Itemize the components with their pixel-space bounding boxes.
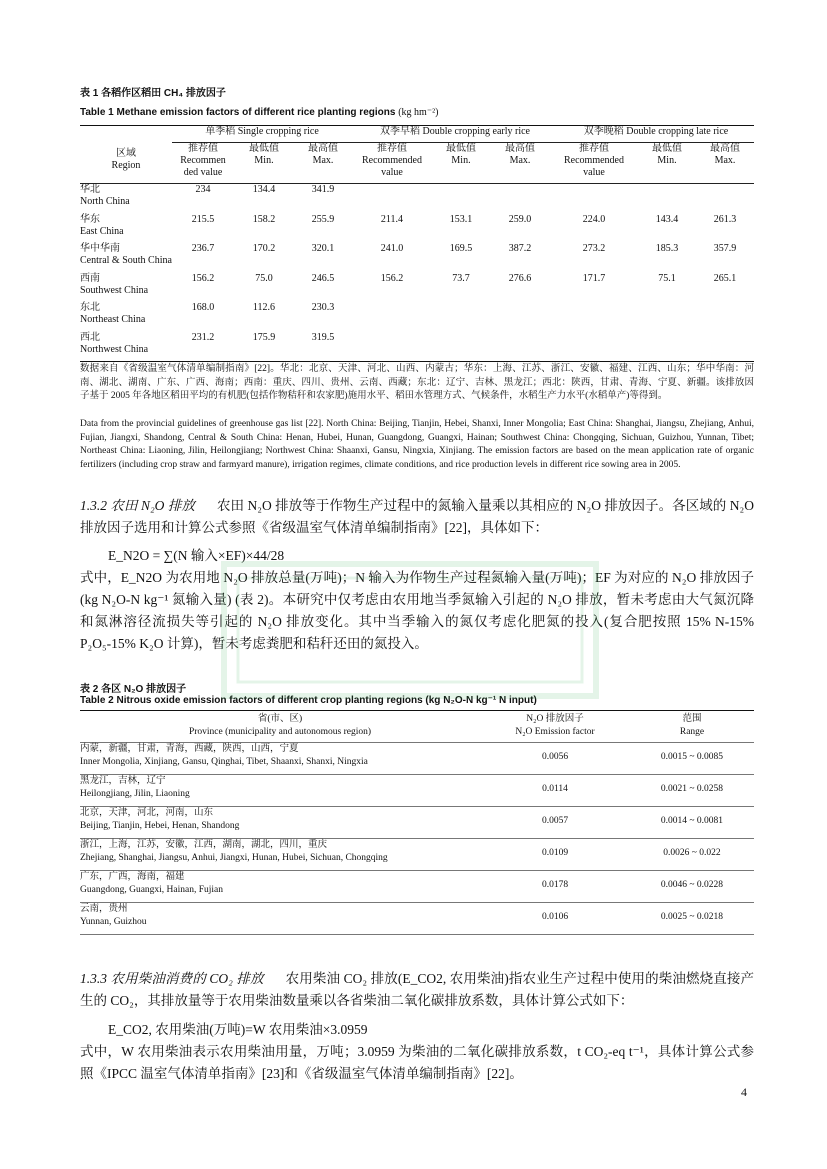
table2-row	[80, 742, 754, 774]
value-cell	[696, 302, 754, 332]
subheader-max-2	[490, 142, 550, 184]
subheader-text: Recommen	[180, 154, 226, 166]
value-cell: 134.4	[252, 184, 276, 195]
subheader-max-1	[294, 142, 352, 184]
value-cell	[352, 184, 432, 214]
table2-row	[80, 838, 754, 870]
value-cell	[490, 184, 550, 214]
province-cn: 北京，天津，河北，河南，山东	[80, 807, 214, 818]
region-cell	[80, 243, 172, 273]
value-cell: 387.2	[508, 243, 532, 254]
section-133-paragraph	[80, 968, 754, 1012]
page-number: 4	[741, 1085, 747, 1099]
value-cell: 156.2	[380, 272, 404, 284]
region-header-cn: 区域	[116, 148, 136, 159]
table1-bottom-rule	[80, 361, 754, 362]
region-cn: 华中华南	[80, 243, 120, 254]
table1-row	[80, 243, 754, 273]
value-cell: 234	[195, 184, 211, 195]
province-en: Yunnan, Guizhou	[80, 917, 147, 927]
table1-row	[80, 214, 754, 244]
value-cell: 153.1	[449, 213, 473, 225]
subheader-text: Max.	[714, 154, 736, 166]
value-cell: 357.9	[713, 243, 737, 254]
province-en: Zhejiang, Shanghai, Jiangsu, Anhui, Jiangxi, Hunan, Hubei, Sichuan, Chongqing	[80, 853, 388, 863]
subheader-text: Min.	[657, 154, 677, 166]
province-cn: 云南，贵州	[80, 903, 128, 914]
region-en: Northwest China	[80, 343, 149, 355]
range-cell: 0.0025 ~ 0.0218	[630, 902, 754, 934]
range-cell: 0.0015 ~ 0.0085	[630, 742, 754, 774]
region-cell	[80, 332, 172, 362]
section-132-paragraph	[80, 495, 754, 539]
table2-row	[80, 774, 754, 806]
subheader-min-3	[638, 142, 696, 184]
table1-caption-en-text: Table 1 Methane emission factors of different rice planting regions	[80, 107, 396, 118]
section-132-heading: 1.3.2 农田 N₂O 排放	[80, 498, 195, 513]
table1-caption-en	[80, 107, 438, 118]
region-en: Northeast China	[80, 314, 146, 325]
value-cell: 175.9	[252, 331, 276, 343]
province-en: Beijing, Tianjin, Hebei, Henan, Shandong	[80, 821, 240, 831]
group-header-early: 双季早稻 Double cropping early rice	[352, 126, 550, 142]
province-cell	[80, 870, 480, 902]
value-cell: 112.6	[252, 302, 276, 313]
value-cell	[352, 302, 432, 332]
subheader-text: 推荐值	[377, 142, 407, 154]
value-cell: 75.1	[658, 272, 676, 284]
section-133-text1: 农用柴油 CO₂ 排放(E_CO2, 农用柴油)指农业生产过程中使用的柴油燃烧直接产生的 CO₂，其排放量等于农用柴油数量乘以各省柴油二氧化碳排放系数，具体计算公式如下：	[80, 971, 755, 1008]
subheader-text: value	[583, 166, 605, 178]
subheader-min-2	[432, 142, 490, 184]
subheader-rec-1	[172, 142, 234, 184]
region-cell	[80, 184, 172, 214]
region-cell	[80, 214, 172, 244]
subheader-text: Min.	[451, 154, 471, 166]
province-cell	[80, 902, 480, 934]
value-cell	[638, 332, 696, 362]
value-cell: 143.4	[655, 213, 679, 225]
group-header-single: 单季稻 Single cropping rice	[172, 126, 352, 142]
subheader-text: 最高值	[308, 142, 338, 154]
header-text: 省(市、区)	[257, 713, 303, 724]
value-cell	[550, 184, 638, 214]
value-cell	[490, 332, 550, 362]
province-en: Guangdong, Guangxi, Hainan, Fujian	[80, 885, 224, 895]
table1-row	[80, 302, 754, 332]
table1-caption-unit: (kg hm⁻²)	[398, 107, 439, 118]
subheader-min-1	[234, 142, 294, 184]
subheader-rec-2	[352, 142, 432, 184]
section-132-formula: E_N2O = ∑(N 输入×EF)×44/28	[108, 548, 285, 563]
table2-header-range	[630, 711, 754, 742]
region-header	[80, 126, 172, 184]
subheader-rec-3	[550, 142, 638, 184]
value-cell	[352, 332, 432, 362]
region-cn: 东北	[80, 302, 100, 313]
region-en: North China	[80, 196, 130, 207]
range-cell: 0.0014 ~ 0.0081	[630, 806, 754, 838]
section-133-text2: 式中，W 农用柴油表示农用柴油用量，万吨；3.0959 为柴油的二氧化碳排放系数，t CO₂-eq t⁻¹，具体计算公式参照《IPCC 温室气体清单指南》[23]和《省级温室气体清单编制指南》[22]。	[80, 1044, 754, 1081]
value-cell: 169.5	[449, 243, 473, 254]
value-cell: 255.9	[311, 213, 335, 225]
ef-cell: 0.0057	[480, 806, 630, 838]
value-cell: 265.1	[713, 272, 737, 284]
value-cell	[550, 332, 638, 362]
ef-cell: 0.0178	[480, 870, 630, 902]
province-cn: 黑龙江，吉林，辽宁	[80, 775, 166, 786]
table1-header-rule	[80, 183, 754, 184]
value-cell: 341.9	[311, 184, 335, 195]
region-en: East China	[80, 225, 124, 237]
region-cell	[80, 302, 172, 332]
region-cell	[80, 273, 172, 303]
value-cell	[638, 184, 696, 214]
subheader-text: Recommended	[362, 154, 422, 166]
subheader-text: Recommended	[564, 154, 624, 166]
value-cell: 230.3	[311, 302, 335, 313]
province-cn: 内蒙，新疆，甘肃，青海，西藏，陕西，山西，宁夏	[80, 743, 299, 754]
header-text: Range	[679, 727, 705, 738]
table2-header-province	[80, 711, 480, 742]
table1-row	[80, 184, 754, 214]
ef-cell: 0.0109	[480, 838, 630, 870]
section-132-text1: 农田 N₂O 排放等于作物生产过程中的氮输入量乘以其相应的 N₂O 排放因子。各区域的 N₂O 排放因子选用和计算公式参照《省级温室气体清单编制指南》[22]，具体如下：	[80, 498, 754, 535]
header-text: 范围	[682, 713, 702, 724]
table1	[80, 126, 754, 361]
value-cell: 75.0	[255, 272, 273, 284]
subheader-text: 最高值	[505, 142, 535, 154]
province-en: Inner Mongolia, Xinjiang, Gansu, Qinghai, Tibet, Shaanxi, Shanxi, Ningxia	[80, 757, 368, 767]
table1-note-en: Data from the provincial guidelines of greenhouse gas list [22]. North China: Beijing, Tianjin, Hebei, Shanxi, Inner Mongolia; East China: Shanghai, Jiangsu, Zhejiang, Anhui, Fujian, Jiangxi, Shandong, Central & South China: Henan, Hubei, Hunan, Guangdong, Guangxi, Hainan; Southwest China: Chongqing, Sichuan, Guizhou, Yunnan, Tibet; Northeast China: Liaoning, Jilin, Heilongjiang; Northwest China: Shaanxi, Gansu, Ningxia, Xinjiang. The emission factors are based on the mean application rate of organic fertilizers (including crop straw and farmyard manure), irrigation regimes, climate conditions, and rice production levels in different rice sowing area in 2005.	[80, 419, 754, 470]
province-cell	[80, 742, 480, 774]
value-cell	[638, 302, 696, 332]
table2-caption-en: Table 2 Nitrous oxide emission factors of different crop planting regions (kg N₂O-N kg⁻¹ N input)	[80, 695, 537, 706]
subheader-text: Min.	[254, 154, 274, 166]
table2-row	[80, 806, 754, 838]
subheader-max-3	[696, 142, 754, 184]
ef-cell: 0.0106	[480, 902, 630, 934]
region-header-en: Region	[111, 160, 141, 171]
value-cell	[432, 302, 490, 332]
subheader-text: value	[381, 166, 403, 178]
value-cell	[696, 332, 754, 362]
value-cell	[550, 302, 638, 332]
value-cell	[432, 184, 490, 214]
value-cell: 319.5	[311, 331, 335, 343]
value-cell: 171.7	[582, 272, 606, 284]
value-cell: 320.1	[311, 243, 335, 254]
table1-row	[80, 332, 754, 362]
value-cell: 246.5	[311, 272, 335, 284]
table1-note-cn: 数据来自《省级温室气体清单编制指南》[22]。华北：北京、天津、河北、山西、内蒙古；华东：上海、江苏、浙江、安徽、福建、江西、山东；华中华南：河南、湖北、湖南、广东、广西、海南；西南：重庆、四川、贵州、云南、西藏；东北：辽宁、吉林、黑龙江；西北：陕西，甘肃、青海、宁夏、新疆。该排放因子基于 2005 年各地区稻田平均的有机肥(包括作物秸秆和农家肥)施用水平、稻田水管理方式、气候条件，水稻生产力水平(水稻单产)等得到。	[80, 364, 754, 401]
value-cell: 158.2	[252, 213, 276, 225]
region-en: Southwest China	[80, 284, 149, 296]
province-cn: 广东，广西，海南，福建	[80, 871, 185, 882]
table2-body	[80, 742, 754, 934]
table2-header-ef	[480, 711, 630, 742]
subheader-text: 推荐值	[188, 142, 218, 154]
header-text: Province (municipality and autonomous region)	[188, 727, 372, 738]
value-cell: 170.2	[252, 243, 276, 254]
subheader-text: 最高值	[710, 142, 740, 154]
table2-row	[80, 870, 754, 902]
value-cell: 211.4	[380, 213, 404, 225]
ef-cell: 0.0114	[480, 774, 630, 806]
subheader-text: 推荐值	[579, 142, 609, 154]
region-en: Central & South China	[80, 255, 172, 266]
region-cn: 西北	[80, 331, 100, 343]
region-cn: 华东	[80, 213, 100, 225]
value-cell: 168.0	[191, 302, 215, 313]
value-cell	[696, 184, 754, 214]
value-cell: 231.2	[191, 331, 215, 343]
table2-caption-cn: 表 2 各区 N₂O 排放因子	[80, 684, 187, 695]
table2	[80, 711, 754, 935]
value-cell: 224.0	[582, 213, 606, 225]
value-cell: 259.0	[508, 213, 532, 225]
value-cell: 156.2	[191, 272, 215, 284]
province-cn: 浙江，上海，江苏，安徽，江西，湖南，湖北，四川，重庆	[80, 839, 328, 850]
subheader-text: 最低值	[652, 142, 682, 154]
ef-cell: 0.0056	[480, 742, 630, 774]
range-cell: 0.0046 ~ 0.0228	[630, 870, 754, 902]
subheader-text: Max.	[509, 154, 531, 166]
header-text: N₂O Emission factor	[515, 727, 595, 738]
province-en: Heilongjiang, Jilin, Liaoning	[80, 789, 190, 799]
header-text: N₂O 排放因子	[526, 713, 584, 724]
value-cell: 236.7	[191, 243, 215, 254]
range-cell: 0.0021 ~ 0.0258	[630, 774, 754, 806]
range-cell: 0.0026 ~ 0.022	[630, 838, 754, 870]
value-cell: 273.2	[582, 243, 606, 254]
table1-row	[80, 273, 754, 303]
section-133-formula: E_CO2, 农用柴油(万吨)=W 农用柴油×3.0959	[108, 1022, 368, 1037]
subheader-text: Max.	[312, 154, 334, 166]
subheader-text: 最低值	[446, 142, 476, 154]
region-cn: 西南	[80, 272, 100, 284]
province-cell	[80, 838, 480, 870]
value-cell: 241.0	[380, 243, 404, 254]
province-cell	[80, 806, 480, 838]
subheader-text: ded value	[183, 166, 223, 178]
section-132-text2: 式中，E_N2O 为农用地 N₂O 排放总量(万吨)；N 输入为作物生产过程氮输入量(万吨)；EF 为对应的 N₂O 排放因子(kg N₂O-N kg⁻¹ 氮输入量) (表 2)。本研究中仅考虑由农用地当季氮输入引起的 N₂O 排放，暂未考虑由大气氮沉降和氮淋溶径流损失等引起的 N₂O 排放变化。其中当季输入的氮仅考虑化肥氮的投入(复合肥按照 15% N-15% P₂O₅-15% K₂O 计算)，暂未考虑粪肥和秸秆还田的氮投入。	[80, 570, 754, 651]
value-cell: 215.5	[191, 213, 215, 225]
province-cell	[80, 774, 480, 806]
table1-caption-cn: 表 1 各稻作区稻田 CH₄ 排放因子	[80, 88, 226, 99]
group-header-late: 双季晚稻 Double cropping late rice	[550, 126, 754, 142]
value-cell: 276.6	[508, 272, 532, 284]
value-cell	[490, 302, 550, 332]
table1-body	[80, 184, 754, 361]
value-cell: 185.3	[655, 243, 679, 254]
value-cell: 73.7	[452, 272, 470, 284]
value-cell: 261.3	[713, 213, 737, 225]
region-cn: 华北	[80, 184, 100, 195]
subheader-text: 最低值	[249, 142, 279, 154]
value-cell	[432, 332, 490, 362]
table2-row	[80, 902, 754, 934]
section-133-heading: 1.3.3 农用柴油消费的 CO₂ 排放	[80, 971, 264, 986]
